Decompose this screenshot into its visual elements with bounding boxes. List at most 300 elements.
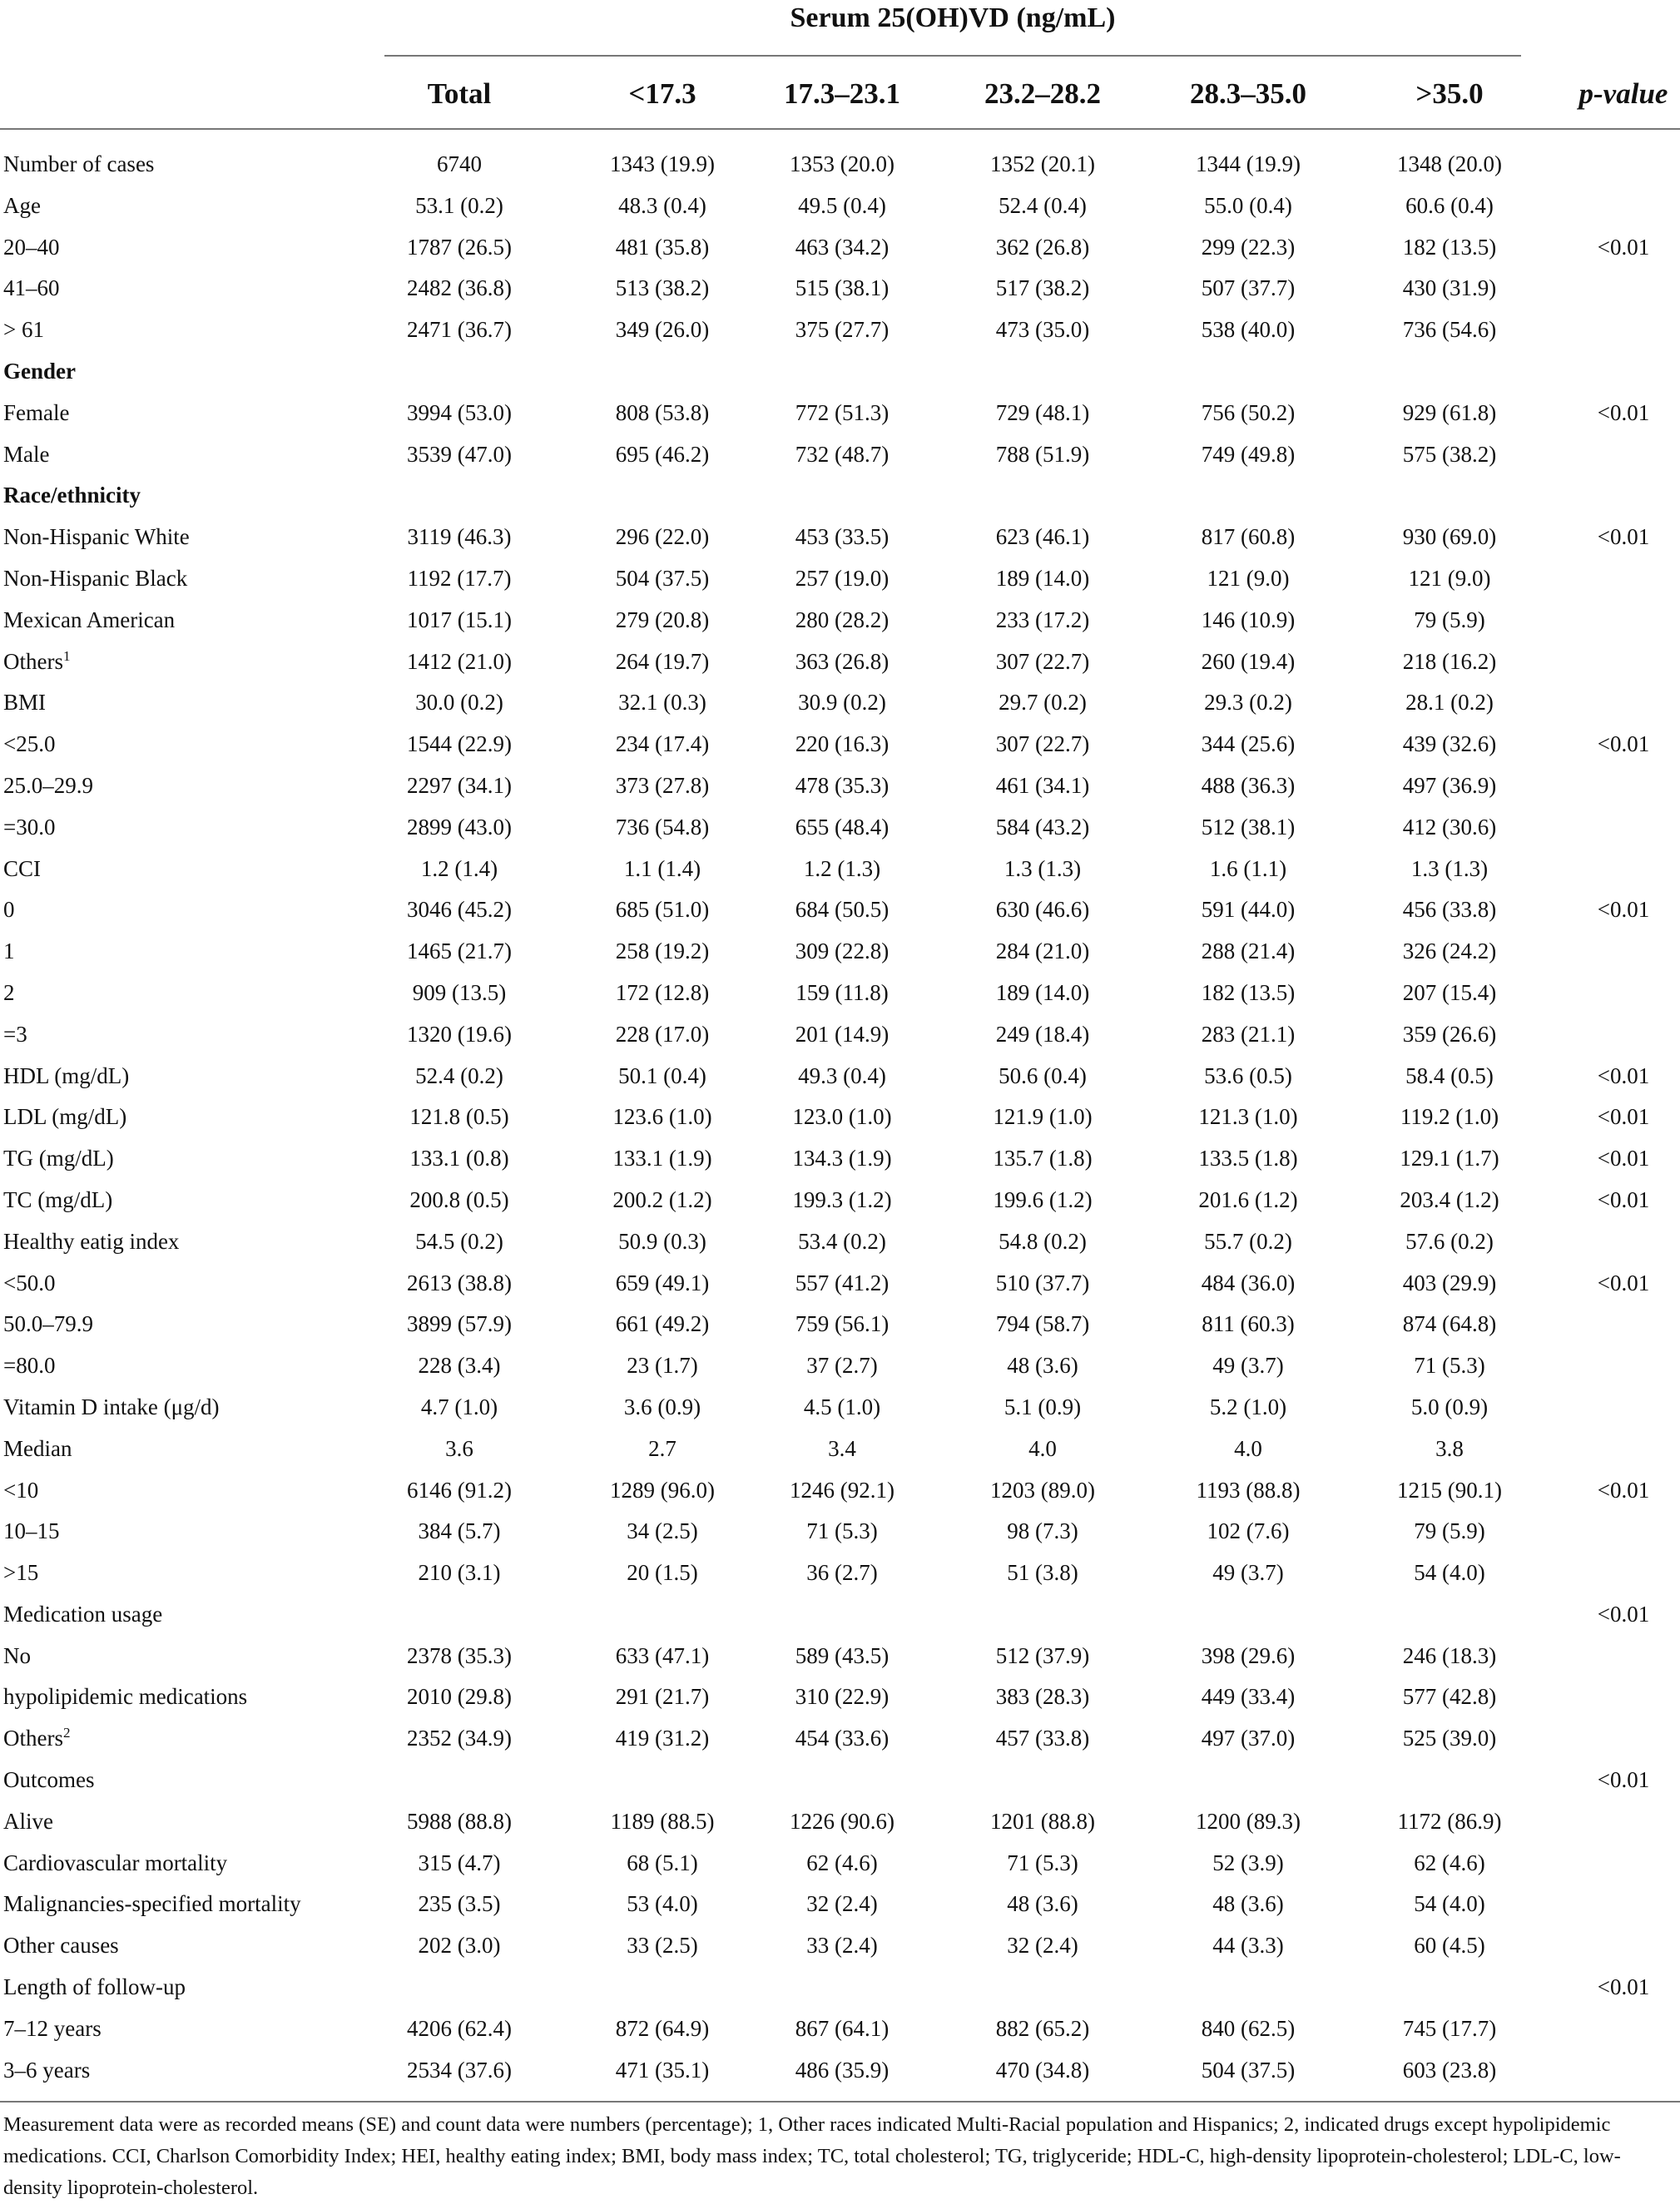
row-label [3, 1594, 162, 1636]
table-cell: 1320 (19.6) [407, 1021, 512, 1047]
table-cell: 129.1 (1.7) [1400, 1146, 1499, 1171]
table-cell: 661 (49.2) [615, 1311, 710, 1337]
table-cell: 210 (3.1) [418, 1560, 501, 1586]
table-cell: 3899 (57.9) [407, 1311, 512, 1337]
row-label-text: > 61 [3, 317, 44, 343]
table-row [0, 1429, 1680, 1470]
row-label [3, 1553, 38, 1594]
table-cell: 23 (1.7) [627, 1353, 698, 1379]
table-cell: 1193 (88.8) [1196, 1477, 1301, 1503]
table-cell: 49.3 (0.4) [798, 1062, 886, 1088]
row-label-text: Other causes [3, 1933, 119, 1959]
table-cell: 54 (4.0) [1414, 1560, 1485, 1586]
table-cell: 1343 (19.9) [610, 151, 715, 176]
table-cell: 504 (37.5) [1201, 2057, 1296, 2083]
table-row [0, 310, 1680, 351]
row-label [3, 1429, 72, 1470]
table-cell: 1189 (88.5) [610, 1808, 715, 1834]
table-cell: 383 (28.3) [995, 1684, 1090, 1710]
table-cell: 30.0 (0.2) [415, 690, 503, 716]
table-cell: 52.4 (0.4) [999, 192, 1087, 218]
table-row [0, 931, 1680, 973]
table-row [0, 475, 1680, 517]
table-cell: 3046 (45.2) [407, 897, 512, 923]
table-cell: 515 (38.1) [795, 275, 890, 301]
table-cell: 3.4 [828, 1435, 856, 1461]
table-cell: 228 (17.0) [615, 1021, 710, 1047]
table-row [0, 2008, 1680, 2050]
row-label [3, 1014, 27, 1056]
column-header-rule [0, 128, 1680, 130]
table-row [0, 1387, 1680, 1429]
table-cell: 48.3 (0.4) [618, 192, 706, 218]
table-cell: 756 (50.2) [1201, 399, 1296, 425]
row-label [3, 351, 76, 393]
table-cell: 6740 [437, 151, 482, 176]
table-cell: 794 (58.7) [995, 1311, 1090, 1337]
table-row [0, 1304, 1680, 1345]
row-label-text: Male [3, 441, 50, 467]
table-cell: 3994 (53.0) [407, 399, 512, 425]
table-cell: 51 (3.8) [1007, 1560, 1078, 1586]
row-label-text: 1 [3, 939, 15, 964]
column-header-row [0, 75, 1680, 113]
table-cell: 507 (37.7) [1201, 275, 1296, 301]
table-cell: 4.5 (1.0) [803, 1394, 881, 1419]
row-label [3, 1345, 55, 1387]
table-cell: 788 (51.9) [995, 441, 1090, 467]
column-header: <17.3 [628, 77, 696, 110]
table-cell: 33 (2.4) [806, 1933, 878, 1959]
table-cell: 811 (60.3) [1202, 1311, 1295, 1337]
table-cell: 234 (17.4) [615, 731, 710, 757]
table-cell: 5.2 (1.0) [1209, 1394, 1287, 1419]
table-cell: 60.6 (0.4) [1405, 192, 1494, 218]
table-bottom-rule [0, 2101, 1680, 2103]
row-label-text: Gender [3, 358, 76, 384]
table-cell: 71 (5.3) [1414, 1353, 1485, 1379]
table-cell: 235 (3.5) [418, 1891, 501, 1917]
p-value-cell: <0.01 [1597, 897, 1650, 923]
table-cell: 729 (48.1) [995, 399, 1090, 425]
table-cell: 840 (62.5) [1201, 2015, 1296, 2041]
row-label [3, 517, 190, 558]
row-label [3, 393, 69, 434]
table-cell: 119.2 (1.0) [1400, 1104, 1499, 1130]
row-label-text: Female [3, 399, 70, 425]
table-cell: 685 (51.0) [615, 897, 710, 923]
table-cell: 882 (65.2) [995, 2015, 1090, 2041]
table-cell: 1348 (20.0) [1397, 151, 1502, 176]
table-cell: 201 (14.9) [795, 1021, 890, 1047]
table-row [0, 227, 1680, 269]
table-cell: 1465 (21.7) [407, 939, 512, 964]
table-row [0, 807, 1680, 849]
table-cell: 3.6 [445, 1435, 473, 1461]
column-header: 28.3–35.0 [1190, 77, 1306, 110]
table-cell: 53.4 (0.2) [798, 1228, 886, 1254]
table-cell: 512 (37.9) [995, 1642, 1090, 1668]
p-value-cell: <0.01 [1597, 1601, 1650, 1627]
row-label-text: Others [3, 648, 63, 674]
table-cell: 736 (54.8) [615, 814, 710, 840]
row-label-text: =80.0 [3, 1353, 56, 1379]
row-label [3, 1884, 301, 1925]
table-cell: 280 (28.2) [795, 607, 890, 632]
table-cell: 659 (49.1) [615, 1270, 710, 1295]
table-row [0, 434, 1680, 476]
table-cell: 1.3 (1.3) [1410, 855, 1489, 881]
table-caption-group-header: Serum 25(OH)VD (ng/mL) [790, 2, 1116, 33]
row-label [3, 807, 55, 849]
table-cell: 309 (22.8) [795, 939, 890, 964]
p-value-cell: <0.01 [1597, 1477, 1650, 1503]
column-header: Total [427, 77, 492, 110]
table-cell: 159 (11.8) [795, 979, 889, 1005]
table-cell: 257 (19.0) [795, 565, 890, 591]
table-cell: 872 (64.9) [615, 2015, 710, 2041]
table-row [0, 1345, 1680, 1387]
table-cell: 623 (46.1) [995, 524, 1090, 550]
table-cell: 457 (33.8) [995, 1726, 1090, 1751]
table-row [0, 1056, 1680, 1097]
table-cell: 48 (3.6) [1212, 1891, 1284, 1917]
table-cell: 481 (35.8) [615, 234, 710, 260]
table-cell: 1215 (90.1) [1397, 1477, 1502, 1503]
table-cell: 48 (3.6) [1007, 1891, 1078, 1917]
table-cell: 1203 (89.0) [990, 1477, 1095, 1503]
table-cell: 218 (16.2) [1402, 648, 1497, 674]
table-cell: 486 (35.9) [795, 2057, 890, 2083]
row-label [3, 434, 49, 476]
table-cell: 310 (22.9) [795, 1684, 890, 1710]
table-cell: 30.9 (0.2) [798, 690, 886, 716]
row-label [3, 558, 187, 600]
table-cell: 49 (3.7) [1212, 1353, 1284, 1379]
table-row [0, 641, 1680, 683]
row-label-text: hypolipidemic medications [3, 1684, 248, 1710]
row-label-text: Non-Hispanic Black [3, 565, 188, 591]
table-cell: 745 (17.7) [1402, 2015, 1497, 2041]
table-cell: 630 (46.6) [995, 897, 1090, 923]
table-row [0, 393, 1680, 434]
table-cell: 200.2 (1.2) [612, 1186, 712, 1212]
table-cell: 279 (20.8) [615, 607, 710, 632]
table-cell: 134.3 (1.9) [792, 1146, 892, 1171]
row-label [3, 1511, 60, 1553]
table-cell: 603 (23.8) [1402, 2057, 1497, 2083]
row-label-text: Number of cases [3, 151, 155, 176]
table-row [0, 1718, 1680, 1760]
row-label [3, 1263, 55, 1305]
table-cell: 296 (22.0) [615, 524, 710, 550]
table-cell: 121 (9.0) [1207, 565, 1290, 591]
table-cell: 2010 (29.8) [407, 1684, 512, 1710]
row-label-text: 25.0–29.9 [3, 772, 93, 798]
table-cell: 398 (29.6) [1201, 1642, 1296, 1668]
table-cell: 201.6 (1.2) [1198, 1186, 1298, 1212]
row-label-text: 3–6 years [3, 2057, 91, 2083]
row-label-text: 10–15 [3, 1518, 60, 1544]
table-cell: 133.5 (1.8) [1198, 1146, 1298, 1171]
table-cell: 359 (26.6) [1402, 1021, 1497, 1047]
table-cell: 133.1 (1.9) [612, 1146, 712, 1171]
row-label [3, 1056, 129, 1097]
table-cell: 1.2 (1.3) [803, 855, 881, 881]
table-cell: 1344 (19.9) [1196, 151, 1301, 176]
footnote-marker: 2 [62, 1725, 71, 1741]
table-cell: 133.1 (0.8) [409, 1146, 509, 1171]
table-row [0, 1967, 1680, 2008]
table-cell: 736 (54.6) [1402, 317, 1497, 343]
row-label-text: Alive [3, 1808, 53, 1834]
table-cell: 307 (22.7) [995, 648, 1090, 674]
table-cell: 684 (50.5) [795, 897, 890, 923]
table-cell: 246 (18.3) [1402, 1642, 1497, 1668]
table-cell: 557 (41.2) [795, 1270, 890, 1295]
table-cell: 403 (29.9) [1402, 1270, 1497, 1295]
table-cell: 50.9 (0.3) [618, 1228, 706, 1254]
row-label-text: TG (mg/dL) [3, 1146, 114, 1171]
row-label-text: CCI [3, 855, 42, 881]
table-row [0, 849, 1680, 890]
table-cell: 2482 (36.8) [407, 275, 512, 301]
table-row [0, 1801, 1680, 1843]
row-label-text: Others [3, 1726, 63, 1751]
table-cell: 50.6 (0.4) [999, 1062, 1087, 1088]
row-label-text: Outcomes [3, 1767, 95, 1793]
table-cell: 513 (38.2) [615, 275, 710, 301]
table-cell: 249 (18.4) [995, 1021, 1090, 1047]
p-value-cell: <0.01 [1597, 399, 1650, 425]
table-cell: 655 (48.4) [795, 814, 890, 840]
table-cell: 412 (30.6) [1402, 814, 1497, 840]
table-cell: 44 (3.3) [1212, 1933, 1284, 1959]
table-cell: 817 (60.8) [1201, 524, 1296, 550]
table-row [0, 889, 1680, 931]
table-cell: 929 (61.8) [1402, 399, 1497, 425]
table-cell: 189 (14.0) [995, 565, 1090, 591]
table-cell: 1.1 (1.4) [623, 855, 701, 881]
row-label [3, 1718, 70, 1760]
row-label-text: TC (mg/dL) [3, 1186, 113, 1212]
row-label-text: HDL (mg/dL) [3, 1062, 130, 1088]
table-cell: 6146 (91.2) [407, 1477, 512, 1503]
row-label-text: <25.0 [3, 731, 56, 757]
table-cell: 488 (36.3) [1201, 772, 1296, 798]
row-label [3, 1843, 227, 1885]
table-cell: 2471 (36.7) [407, 317, 512, 343]
row-label [3, 1304, 93, 1345]
table-cell: 71 (5.3) [806, 1518, 878, 1544]
table-cell: 1201 (88.8) [990, 1808, 1095, 1834]
table-row [0, 186, 1680, 227]
table-cell: 517 (38.2) [995, 275, 1090, 301]
table-cell: 504 (37.5) [615, 565, 710, 591]
table-cell: 315 (4.7) [418, 1850, 501, 1875]
row-label-text: Race/ethnicity [3, 483, 141, 508]
table-cell: 182 (13.5) [1201, 979, 1296, 1005]
table-cell: 299 (22.3) [1201, 234, 1296, 260]
table-row [0, 973, 1680, 1014]
table-row [0, 1553, 1680, 1594]
table-cell: 1.2 (1.4) [420, 855, 498, 881]
table-cell: 1.6 (1.1) [1209, 855, 1287, 881]
row-label-text: Cardiovascular mortality [3, 1850, 228, 1875]
table-cell: 307 (22.7) [995, 731, 1090, 757]
table-cell: 123.6 (1.0) [612, 1104, 712, 1130]
table-row [0, 144, 1680, 186]
table-row [0, 1636, 1680, 1677]
row-label [3, 600, 175, 641]
table-cell: 3539 (47.0) [407, 441, 512, 467]
table-cell: 182 (13.5) [1402, 234, 1497, 260]
table-cell: 1226 (90.6) [790, 1808, 895, 1834]
row-label [3, 765, 93, 807]
table-cell: 4206 (62.4) [407, 2015, 512, 2041]
row-label-text: Healthy eatig index [3, 1228, 180, 1254]
table-cell: 363 (26.8) [795, 648, 890, 674]
table-cell: 20 (1.5) [627, 1560, 698, 1586]
table-cell: 1289 (96.0) [610, 1477, 715, 1503]
row-label-text: Non-Hispanic White [3, 524, 190, 550]
p-value-label: p-value [1578, 77, 1668, 110]
table-cell: 867 (64.1) [795, 2015, 890, 2041]
table-cell: 419 (31.2) [615, 1726, 710, 1751]
table-cell: 135.7 (1.8) [993, 1146, 1093, 1171]
table-cell: 808 (53.8) [615, 399, 710, 425]
table-cell: 32.1 (0.3) [618, 690, 706, 716]
table-cell: 62 (4.6) [806, 1850, 878, 1875]
row-label-text: <10 [3, 1477, 39, 1503]
table-cell: 4.7 (1.0) [420, 1394, 498, 1419]
p-value-cell: <0.01 [1597, 1767, 1650, 1793]
table-row [0, 1511, 1680, 1553]
row-label [3, 1387, 220, 1429]
table-row [0, 517, 1680, 558]
table-cell: 200.8 (0.5) [409, 1186, 509, 1212]
row-label [3, 1470, 38, 1512]
table-cell: 49.5 (0.4) [798, 192, 886, 218]
table-cell: 471 (35.1) [615, 2057, 710, 2083]
table-cell: 525 (39.0) [1402, 1726, 1497, 1751]
table-cell: 589 (43.5) [795, 1642, 890, 1668]
table-cell: 258 (19.2) [615, 939, 710, 964]
table-cell: 373 (27.8) [615, 772, 710, 798]
table-row [0, 724, 1680, 765]
table-row [0, 600, 1680, 641]
table-cell: 29.7 (0.2) [999, 690, 1087, 716]
table-cell: 4.0 [1234, 1435, 1262, 1461]
table-cell: 5.0 (0.9) [1410, 1394, 1489, 1419]
table-cell: 233 (17.2) [995, 607, 1090, 632]
table-row [0, 558, 1680, 600]
row-label-text: =30.0 [3, 814, 56, 840]
table-cell: 32 (2.4) [806, 1891, 878, 1917]
table-cell: 1246 (92.1) [790, 1477, 895, 1503]
table-cell: 772 (51.3) [795, 399, 890, 425]
row-label-text: 50.0–79.9 [3, 1311, 93, 1337]
table-cell: 55.7 (0.2) [1204, 1228, 1292, 1254]
table-cell: 463 (34.2) [795, 234, 890, 260]
table-cell: 930 (69.0) [1402, 524, 1497, 550]
row-label-text: Median [3, 1435, 72, 1461]
table-cell: 53 (4.0) [627, 1891, 698, 1917]
table-cell: 5988 (88.8) [407, 1808, 512, 1834]
p-value-cell: <0.01 [1597, 524, 1650, 550]
table-cell: 288 (21.4) [1201, 939, 1296, 964]
table-cell: 454 (33.6) [795, 1726, 890, 1751]
table-cell: 48 (3.6) [1007, 1353, 1078, 1379]
row-label [3, 724, 55, 765]
table-cell: 484 (36.0) [1201, 1270, 1296, 1295]
column-header-p-value [1549, 75, 1680, 113]
row-label [3, 1097, 126, 1138]
table-row [0, 765, 1680, 807]
table-cell: 1192 (17.7) [407, 565, 512, 591]
table-cell: 538 (40.0) [1201, 317, 1296, 343]
row-label [3, 1636, 31, 1677]
table-cell: 98 (7.3) [1007, 1518, 1078, 1544]
row-label-text: Medication usage [3, 1601, 163, 1627]
row-label [3, 1677, 247, 1718]
table-cell: 172 (12.8) [615, 979, 710, 1005]
table-cell: 909 (13.5) [412, 979, 507, 1005]
table-cell: 1200 (89.3) [1196, 1808, 1301, 1834]
table-cell: 375 (27.7) [795, 317, 890, 343]
row-label-text: 0 [3, 897, 15, 923]
table-cell: 3.8 [1435, 1435, 1464, 1461]
table-cell: 53.6 (0.5) [1204, 1062, 1292, 1088]
table-cell: 3119 (46.3) [407, 524, 512, 550]
row-label [3, 1967, 186, 2008]
row-label-text: Mexican American [3, 607, 176, 632]
table-cell: 58.4 (0.5) [1405, 1062, 1494, 1088]
table-cell: 577 (42.8) [1402, 1684, 1497, 1710]
row-label [3, 2008, 102, 2050]
table-cell: 54 (4.0) [1414, 1891, 1485, 1917]
table-row [0, 1138, 1680, 1180]
row-label-text: 20–40 [3, 234, 60, 260]
row-label [3, 268, 60, 310]
table-row [0, 1925, 1680, 1967]
table-cell: 344 (25.6) [1201, 731, 1296, 757]
table-cell: 291 (21.7) [615, 1684, 710, 1710]
row-label-text: 41–60 [3, 275, 60, 301]
table-cell: 633 (47.1) [615, 1642, 710, 1668]
table-cell: 60 (4.5) [1414, 1933, 1485, 1959]
table-cell: 32 (2.4) [1007, 1933, 1078, 1959]
table-cell: 5.1 (0.9) [1004, 1394, 1082, 1419]
table-cell: 456 (33.8) [1402, 897, 1497, 923]
table-cell: 449 (33.4) [1201, 1684, 1296, 1710]
row-label [3, 1180, 112, 1221]
table-cell: 759 (56.1) [795, 1311, 890, 1337]
p-value-cell: <0.01 [1597, 1186, 1650, 1212]
table-cell: 1412 (21.0) [407, 648, 512, 674]
column-header: >35.0 [1415, 77, 1484, 110]
p-value-cell: <0.01 [1597, 1104, 1650, 1130]
table-row [0, 1180, 1680, 1221]
table-cell: 49 (3.7) [1212, 1560, 1284, 1586]
table-cell: 2613 (38.8) [407, 1270, 512, 1295]
table-cell: 264 (19.7) [615, 648, 710, 674]
table-cell: 207 (15.4) [1402, 979, 1497, 1005]
table-row [0, 351, 1680, 393]
table-cell: 57.6 (0.2) [1405, 1228, 1494, 1254]
table-cell: 439 (32.6) [1402, 731, 1497, 757]
table-cell: 121.3 (1.0) [1198, 1104, 1298, 1130]
